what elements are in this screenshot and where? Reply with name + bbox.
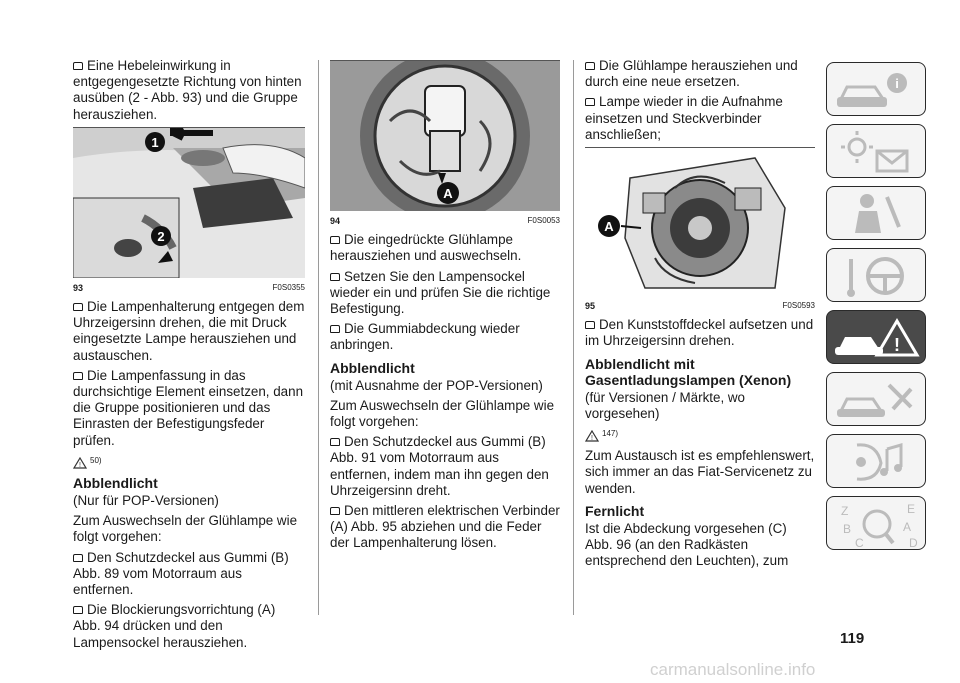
callout-1 (145, 132, 165, 152)
figure-95-caption: 95 F0S0593 (585, 301, 815, 312)
intro-text: Zum Auswechseln der Glühlampe wie folgt vorgehen: (73, 513, 298, 545)
watermark: carmanualsonline.info (650, 660, 816, 679)
figure-95 (585, 147, 815, 300)
warning-ref: ! 50) (73, 453, 305, 469)
figure-93-caption: 93 F0S0355 (73, 283, 305, 294)
svg-text:1: 1 (151, 134, 159, 150)
svg-text:!: ! (591, 435, 593, 443)
tab-index[interactable] (826, 496, 926, 550)
step-lamp-socket: Die Lampenfassung in das durchsichtige Element einsetzen, dann die Gruppe positionieren und das Einrasten der Befestigungsfeder prüfen. (73, 367, 304, 448)
callout-a-95 (598, 215, 620, 237)
subheading-pop: (Nur für POP-Versionen) (73, 493, 219, 509)
tab-lights-warnings[interactable] (826, 124, 926, 178)
step-cover-2: Den Schutzdeckel aus Gummi (B) Abb. 91 vom Motorraum aus entfernen, indem man ihn gegen den Uhrzeigersinn dreht. (330, 434, 560, 499)
figure-95-image (585, 148, 815, 296)
figure-94-caption: 94 F0S0053 (330, 216, 560, 227)
svg-text:A: A (604, 219, 614, 235)
index-letter-a: A (903, 520, 912, 534)
chapter-tabs (826, 62, 928, 558)
warning-ref-2: ! 147) (585, 426, 815, 442)
step-lock: Die Blockierungsvorrichtung (A) Abb. 94 drücken und den Lampensockel herausziehen. (73, 602, 305, 651)
callout-a (437, 182, 459, 204)
warning-icon (585, 430, 599, 442)
tab-multimedia[interactable] (826, 434, 926, 488)
column-divider (318, 60, 319, 615)
index-letter-z: Z (841, 504, 849, 518)
callout-2 (151, 226, 171, 246)
column-1 (73, 58, 305, 655)
svg-text:A: A (443, 186, 453, 201)
index-letter-d: D (909, 536, 918, 550)
figure-93-image (73, 128, 305, 278)
step-lever: Eine Hebeleinwirkung in entgegengesetzte Richtung von hinten ausüben (2 - Abb. 93) und die Gruppe herausziehen. (73, 58, 305, 123)
svg-text:!: ! (894, 335, 900, 355)
tab-emergency[interactable] (826, 310, 926, 364)
car-info-icon (827, 63, 926, 116)
step-replace-bulb: Die Glühlampe herausziehen und durch eine neue ersetzen. (585, 58, 815, 90)
column-3 (585, 58, 815, 573)
multimedia-icon (827, 435, 926, 488)
index-letter-e: E (907, 502, 916, 516)
index-letter-b: B (843, 522, 852, 536)
steering-key-icon (827, 249, 926, 302)
heading-fernlicht: Fernlicht (585, 502, 645, 519)
fernlicht-text: Ist die Abdeckung vorgesehen (C) Abb. 96 (an den Radkästen entsprechend den Leuchten), zum (585, 520, 789, 569)
subheading-markets: (für Versionen / Märkte, wo vorgesehen) (585, 389, 746, 421)
step-reconnect: Lampe wieder in die Aufnahme einsetzen und Steckverbinder anschließen; (585, 94, 815, 143)
heading-xenon: Abblendlicht mit Gasentladungslampen (Xenon) (585, 355, 792, 388)
emergency-icon (827, 311, 926, 364)
figure-93 (73, 127, 305, 282)
maintenance-icon (827, 373, 926, 426)
step-connector: Den mittleren elektrischen Verbinder (A) Abb. 95 abziehen und die Feder der Lampenhalterung lösen. (330, 503, 560, 551)
column-divider-2 (573, 60, 574, 615)
svg-text:2: 2 (157, 228, 165, 244)
step-cover: Den Schutzdeckel aus Gummi (B) Abb. 89 vom Motorraum aus entfernen. (73, 550, 305, 599)
tab-steering-key[interactable] (826, 248, 926, 302)
index-icon (827, 497, 926, 550)
intro-text-2: Zum Auswechseln der Glühlampe wie folgt vorgehen: (330, 397, 555, 430)
figure-94 (330, 60, 560, 215)
tab-car-info[interactable] (826, 62, 926, 116)
tab-safety[interactable] (826, 186, 926, 240)
tab-maintenance[interactable] (826, 372, 926, 426)
svg-text:!: ! (79, 462, 81, 470)
page-number: 119 (840, 630, 865, 647)
heading-abblendlicht-2: Abblendlicht (330, 359, 415, 376)
step-plastic-cover: Den Kunststoffdeckel aufsetzen und im Uhrzeigersinn drehen. (585, 317, 814, 349)
step-reinsert-socket: Setzen Sie den Lampensockel wieder ein und prüfen Sie die richtige Befestigung. (330, 269, 560, 318)
svg-text:i: i (895, 76, 899, 91)
xenon-text: Zum Austausch ist es empfehlenswert, sich immer an das Fiat-Servicenetz zu wenden. (585, 448, 815, 496)
step-remove-bulb: Die eingedrückte Glühlampe herausziehen und auswechseln. (330, 232, 560, 264)
safety-icon (827, 187, 926, 240)
subheading-non-pop: (mit Ausnahme der POP-Versionen) (330, 377, 543, 393)
step-rubber-cover: Die Gummiabdeckung wieder anbringen. (330, 321, 560, 353)
lights-warning-icon (827, 125, 926, 178)
step-lamp-holder: Die Lampenhalterung entgegen dem Uhrzeigersinn drehen, die mit Druck eingesetzte Lampe herausziehen und austauschen. (73, 299, 305, 363)
warning-icon (73, 457, 87, 469)
column-2 (330, 58, 560, 556)
index-letter-c: C (855, 536, 864, 550)
heading-abblendlicht: Abblendlicht (73, 475, 158, 492)
figure-94-image (330, 61, 560, 211)
